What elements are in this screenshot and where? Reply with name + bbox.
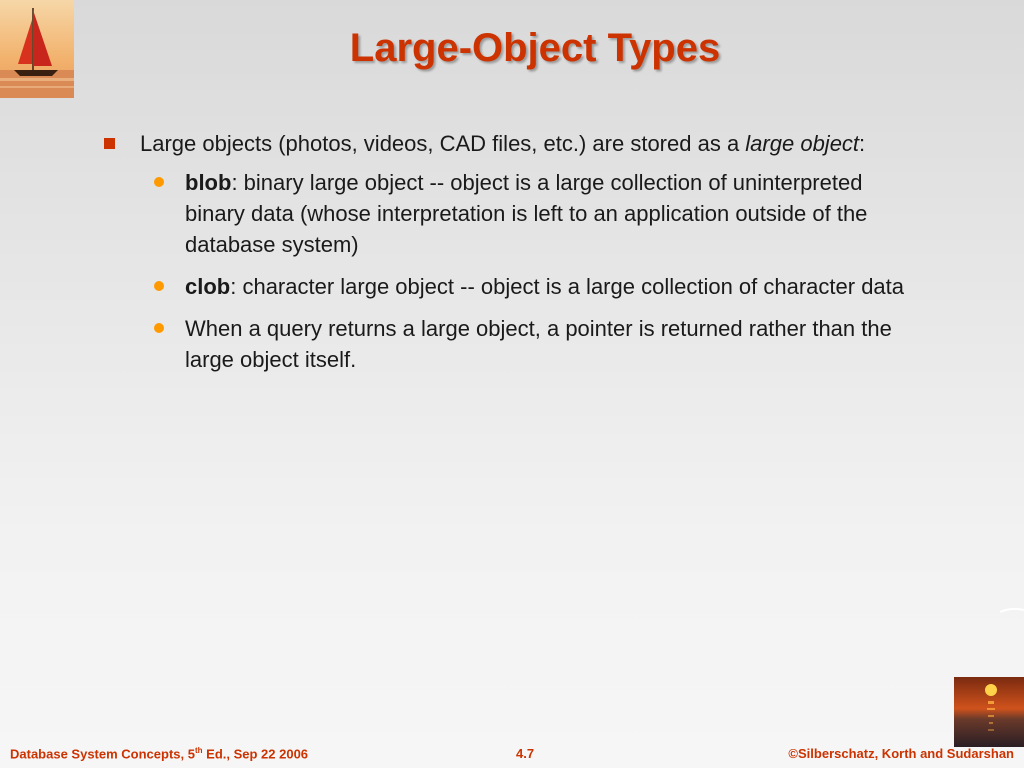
round-bullet-icon xyxy=(154,323,164,333)
bullet-pointer xyxy=(100,313,920,375)
term-clob: clob xyxy=(185,274,231,299)
bullet-blob xyxy=(100,167,920,260)
footer-book-info: Database System Concepts, 5th Ed., Sep 22 2006 xyxy=(10,746,309,762)
square-bullet-icon xyxy=(104,138,115,149)
slide-title: Large-Object Types xyxy=(349,26,721,70)
bullet-intro xyxy=(100,128,920,159)
footer-copyright: ©Silberschatz, Korth and Sudarshan xyxy=(788,746,1014,761)
pointer-description: When a query returns a large object, a pointer is returned rather than the large object itself. xyxy=(185,316,892,372)
round-bullet-icon xyxy=(154,177,164,187)
bullet-clob xyxy=(100,271,920,302)
wave-decoration-icon xyxy=(1000,608,1024,614)
sailboat-logo-icon xyxy=(0,0,74,98)
term-blob: blob xyxy=(185,170,232,195)
footer-page-number: 4.7 xyxy=(516,746,535,761)
blob-description: : binary large object -- object is a large collection of uninterpreted binary data (whose interpretation is left to an application outside of the database system) xyxy=(185,170,868,257)
round-bullet-icon xyxy=(154,281,164,291)
slide-content xyxy=(100,128,920,386)
intro-emphasis: large object xyxy=(745,131,860,156)
clob-description: : character large object -- object is a large collection of character data xyxy=(230,274,905,299)
intro-colon: : xyxy=(859,131,866,156)
sunset-logo-icon xyxy=(954,677,1024,747)
intro-text: Large objects (photos, videos, CAD files, etc.) are stored as a xyxy=(140,131,746,156)
